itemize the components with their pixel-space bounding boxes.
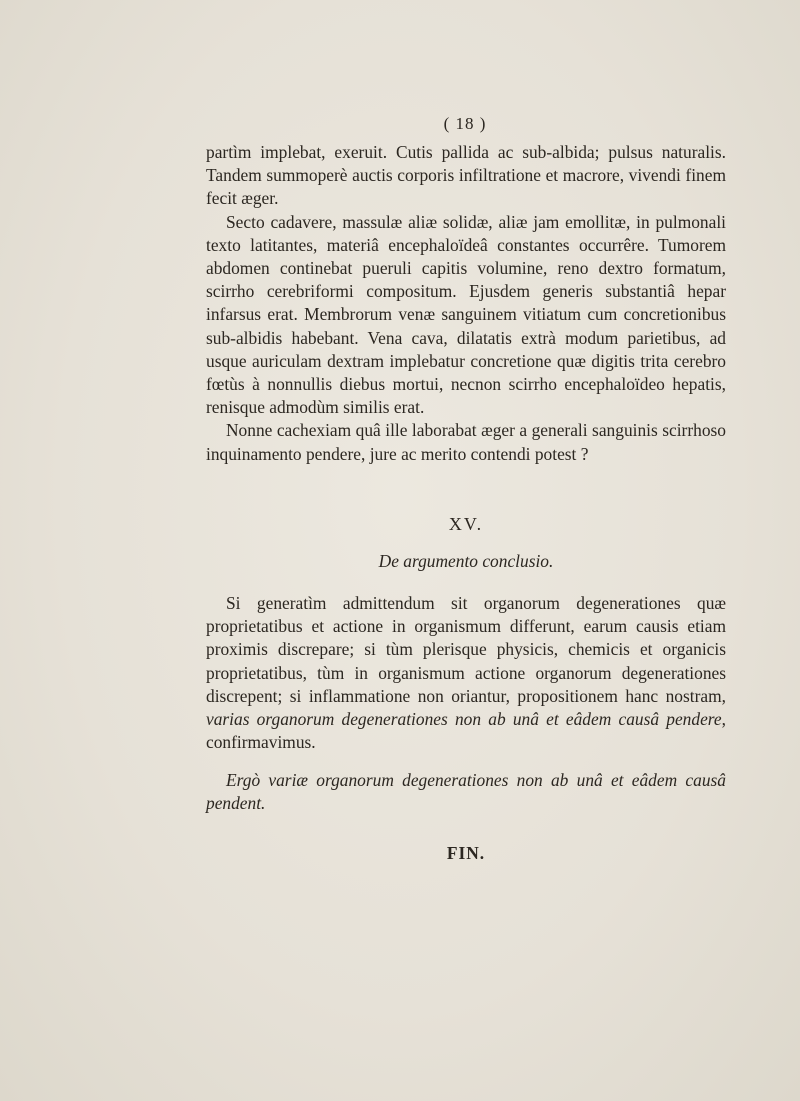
paragraph-1: partìm implebat, exeruit. Cutis pallida ac sub-albida; pulsus naturalis. Tandem summoperè auctis corporis infiltratione et macrore, vivendi finem fecit æger. bbox=[206, 142, 726, 209]
paragraph-2: Secto cadavere, massulæ aliæ solidæ, aliæ jam emollitæ, in pulmonali texto latitantes, materiâ encephaloïdeâ constantes occurrêre. Tumorem abdomen continebat pueruli capitis volumine, reno dextro formatum, scirrho cerebriformi compositum. Ejusdem generis substantiâ hepar infarsus erat. Membrorum venæ sanguinem vitiatum cum concretionibus sub-albidis habebant. Vena cava, dilatatis extrà modum parietibus, ad usque auriculam dextram implebatur concretione quæ digitis trita cerebro fœtùs à nonnullis diebus mortui, necnon scirrho encephaloïdeo hepatis, renisque admodùm similis erat. bbox=[206, 211, 726, 418]
body-text bbox=[206, 141, 726, 466]
paragraph-3: Nonne cachexiam quâ ille laborabat æger a generali sanguinis scirrhoso inquinamento pendere, jure ac merito contendi potest ? bbox=[206, 420, 726, 464]
section-number: XV. bbox=[448, 514, 484, 534]
section-paragraph bbox=[206, 592, 726, 754]
section-paragraph-text: Si generatìm admittendum sit organorum degenerationes quæ proprietatibus et actione in organismum differunt, earum causis etiam proximis discrepare; si tùm plerisque physicis, chemicis et organicis proprietatibus, tùm in organismum actione organorum degenerationes discrepent; si inflammatione non oriantur, propositionem hanc nostram, bbox=[206, 593, 726, 706]
conclusion bbox=[206, 769, 726, 815]
section-title: De argumento conclusio. bbox=[378, 551, 554, 571]
section-body bbox=[206, 592, 726, 754]
conclusion-text: Ergò variæ organorum degenerationes non ab unâ et eâdem causâ pendent. bbox=[206, 770, 726, 814]
section-paragraph-italic: varias organorum degenerationes non ab unâ et eâdem causâ pendere bbox=[206, 709, 722, 730]
page-number: ( 18 ) bbox=[443, 114, 487, 133]
fin-label: FIN. bbox=[446, 843, 486, 863]
section-paragraph-end: , confirmavimus. bbox=[206, 709, 726, 753]
